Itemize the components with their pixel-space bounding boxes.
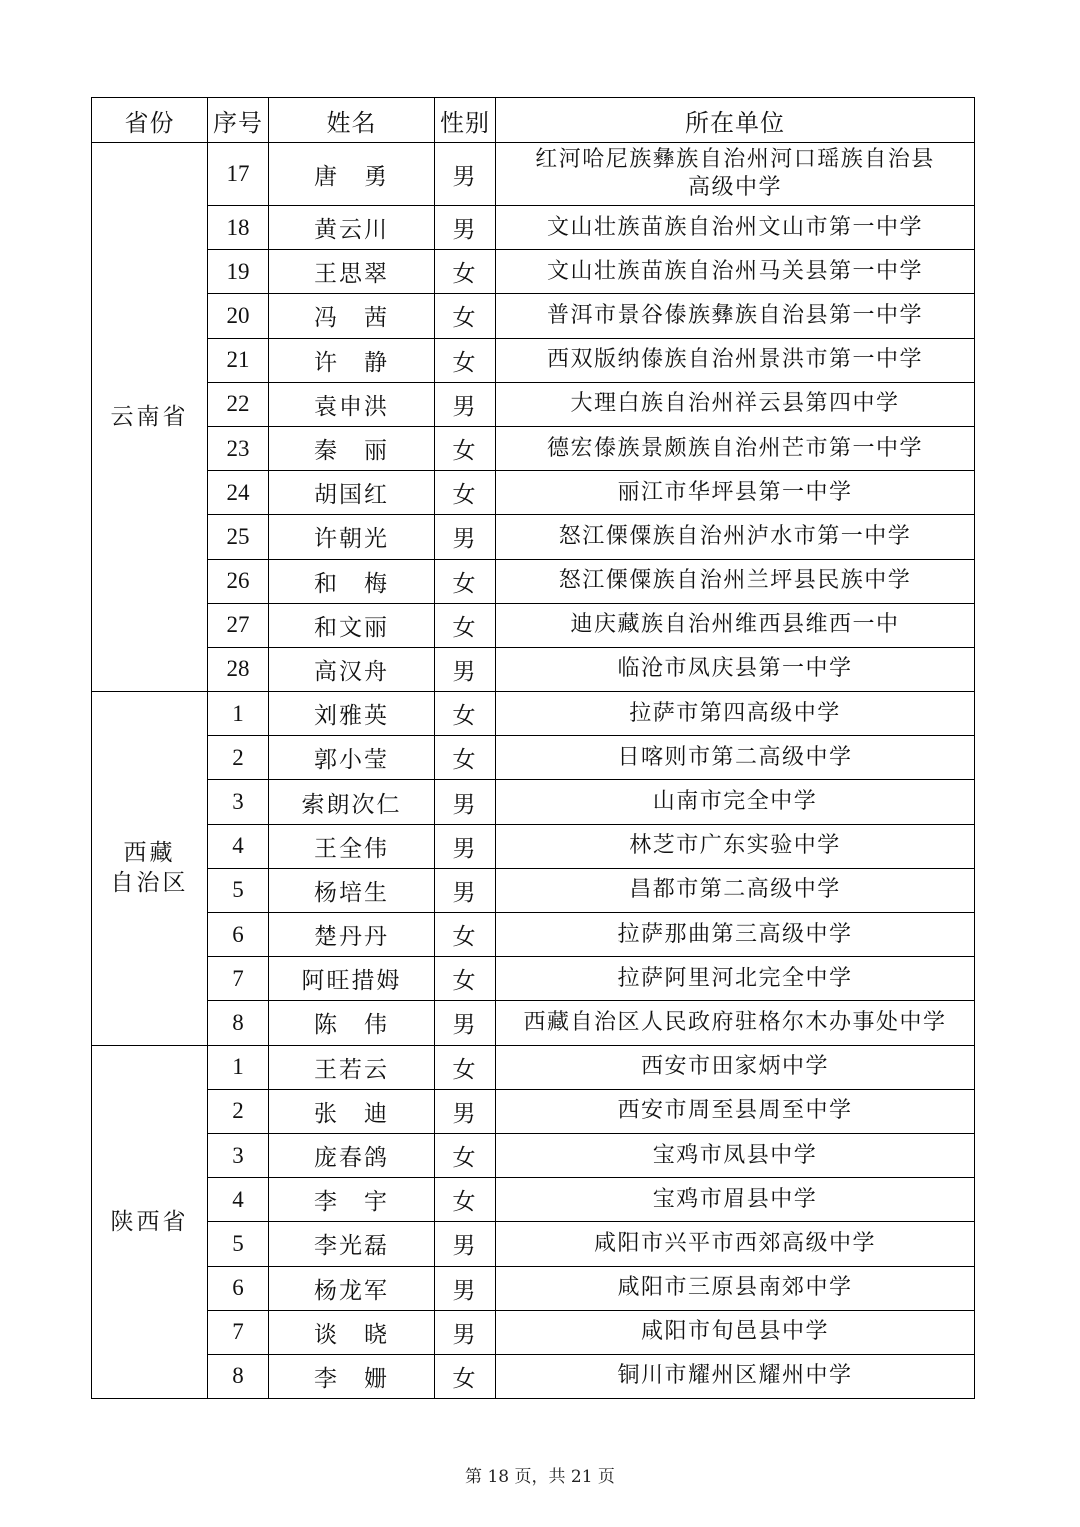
row-number-cell: 4 xyxy=(208,1178,269,1222)
name-cell: 庞春鸽 xyxy=(269,1133,435,1177)
table-row xyxy=(92,824,975,868)
table-row xyxy=(92,382,975,426)
gender-cell: 女 xyxy=(435,1133,496,1177)
gender-cell: 男 xyxy=(435,1222,496,1266)
gender-cell: 男 xyxy=(435,382,496,426)
header-province: 省份 xyxy=(92,98,208,143)
table-row xyxy=(92,559,975,603)
table-header xyxy=(92,98,975,143)
name-cell: 李 姗 xyxy=(269,1354,435,1398)
table-row xyxy=(92,515,975,559)
unit-cell: 咸阳市三原县南郊中学 xyxy=(496,1266,975,1310)
unit-cell: 文山壮族苗族自治州马关县第一中学 xyxy=(496,250,975,294)
unit-cell: 大理白族自治州祥云县第四中学 xyxy=(496,382,975,426)
row-number-cell: 28 xyxy=(208,647,269,691)
name-cell: 高汉舟 xyxy=(269,647,435,691)
header-gender: 性别 xyxy=(435,98,496,143)
unit-cell: 拉萨阿里河北完全中学 xyxy=(496,957,975,1001)
name-cell: 楚丹丹 xyxy=(269,913,435,957)
name-cell: 杨培生 xyxy=(269,868,435,912)
unit-cell: 日喀则市第二高级中学 xyxy=(496,736,975,780)
name-cell: 许朝光 xyxy=(269,515,435,559)
row-number-cell: 18 xyxy=(208,206,269,250)
unit-cell: 昌都市第二高级中学 xyxy=(496,868,975,912)
unit-cell: 普洱市景谷傣族彝族自治县第一中学 xyxy=(496,294,975,338)
name-cell: 秦 丽 xyxy=(269,426,435,470)
gender-cell: 男 xyxy=(435,1310,496,1354)
row-number-cell: 17 xyxy=(208,143,269,206)
header-name: 姓名 xyxy=(269,98,435,143)
row-number-cell: 6 xyxy=(208,913,269,957)
table-row xyxy=(92,913,975,957)
name-cell: 李 宇 xyxy=(269,1178,435,1222)
unit-cell: 迪庆藏族自治州维西县维西一中 xyxy=(496,603,975,647)
unit-cell: 拉萨市第四高级中学 xyxy=(496,692,975,736)
row-number-cell: 5 xyxy=(208,1222,269,1266)
unit-cell: 铜川市耀州区耀州中学 xyxy=(496,1354,975,1398)
table-row xyxy=(92,1178,975,1222)
gender-cell: 男 xyxy=(435,1089,496,1133)
name-cell: 谈 晓 xyxy=(269,1310,435,1354)
gender-cell: 男 xyxy=(435,1001,496,1045)
unit-cell: 西藏自治区人民政府驻格尔木办事处中学 xyxy=(496,1001,975,1045)
table-row xyxy=(92,647,975,691)
name-cell: 和文丽 xyxy=(269,603,435,647)
table-row xyxy=(92,338,975,382)
row-number-cell: 2 xyxy=(208,736,269,780)
row-number-cell: 8 xyxy=(208,1001,269,1045)
table-row xyxy=(92,1354,975,1398)
table-row xyxy=(92,1045,975,1089)
name-cell: 杨龙军 xyxy=(269,1266,435,1310)
unit-cell: 西安市田家炳中学 xyxy=(496,1045,975,1089)
name-cell: 王全伟 xyxy=(269,824,435,868)
table-row xyxy=(92,250,975,294)
row-number-cell: 27 xyxy=(208,603,269,647)
gender-cell: 男 xyxy=(435,143,496,206)
name-cell: 索朗次仁 xyxy=(269,780,435,824)
name-cell: 王若云 xyxy=(269,1045,435,1089)
gender-cell: 女 xyxy=(435,250,496,294)
unit-cell: 西双版纳傣族自治州景洪市第一中学 xyxy=(496,338,975,382)
unit-cell: 临沧市凤庆县第一中学 xyxy=(496,647,975,691)
name-cell: 郭小莹 xyxy=(269,736,435,780)
name-cell: 许 静 xyxy=(269,338,435,382)
province-cell: 陕西省 xyxy=(92,1045,208,1399)
table-row xyxy=(92,426,975,470)
gender-cell: 男 xyxy=(435,1266,496,1310)
unit-cell: 拉萨那曲第三高级中学 xyxy=(496,913,975,957)
name-cell: 陈 伟 xyxy=(269,1001,435,1045)
row-number-cell: 3 xyxy=(208,1133,269,1177)
table-row xyxy=(92,143,975,206)
table-row xyxy=(92,1222,975,1266)
name-cell: 黄云川 xyxy=(269,206,435,250)
row-number-cell: 1 xyxy=(208,692,269,736)
gender-cell: 女 xyxy=(435,736,496,780)
row-number-cell: 5 xyxy=(208,868,269,912)
gender-cell: 女 xyxy=(435,1178,496,1222)
unit-cell: 宝鸡市眉县中学 xyxy=(496,1178,975,1222)
row-number-cell: 3 xyxy=(208,780,269,824)
unit-cell: 林芝市广东实验中学 xyxy=(496,824,975,868)
header-number: 序号 xyxy=(208,98,269,143)
gender-cell: 男 xyxy=(435,647,496,691)
gender-cell: 男 xyxy=(435,780,496,824)
row-number-cell: 7 xyxy=(208,957,269,1001)
row-number-cell: 7 xyxy=(208,1310,269,1354)
header-unit: 所在单位 xyxy=(496,98,975,143)
gender-cell: 女 xyxy=(435,913,496,957)
row-number-cell: 19 xyxy=(208,250,269,294)
gender-cell: 男 xyxy=(435,868,496,912)
table-row xyxy=(92,692,975,736)
row-number-cell: 25 xyxy=(208,515,269,559)
name-cell: 和 梅 xyxy=(269,559,435,603)
row-number-cell: 6 xyxy=(208,1266,269,1310)
table-row xyxy=(92,1089,975,1133)
gender-cell: 女 xyxy=(435,471,496,515)
table-row xyxy=(92,1310,975,1354)
unit-cell: 西安市周至县周至中学 xyxy=(496,1089,975,1133)
name-cell: 胡国红 xyxy=(269,471,435,515)
gender-cell: 女 xyxy=(435,338,496,382)
header-row xyxy=(92,98,975,143)
gender-cell: 女 xyxy=(435,1354,496,1398)
table-row xyxy=(92,294,975,338)
province-cell: 西藏 自治区 xyxy=(92,692,208,1046)
unit-cell: 山南市完全中学 xyxy=(496,780,975,824)
gender-cell: 男 xyxy=(435,206,496,250)
gender-cell: 女 xyxy=(435,426,496,470)
table-row xyxy=(92,1001,975,1045)
name-cell: 冯 茜 xyxy=(269,294,435,338)
table-body xyxy=(92,143,975,1399)
gender-cell: 女 xyxy=(435,294,496,338)
row-number-cell: 2 xyxy=(208,1089,269,1133)
row-number-cell: 24 xyxy=(208,471,269,515)
candidate-table xyxy=(91,97,975,1399)
unit-cell: 德宏傣族景颇族自治州芒市第一中学 xyxy=(496,426,975,470)
name-cell: 张 迪 xyxy=(269,1089,435,1133)
gender-cell: 男 xyxy=(435,824,496,868)
name-cell: 刘雅英 xyxy=(269,692,435,736)
unit-cell: 宝鸡市凤县中学 xyxy=(496,1133,975,1177)
name-cell: 李光磊 xyxy=(269,1222,435,1266)
row-number-cell: 1 xyxy=(208,1045,269,1089)
row-number-cell: 26 xyxy=(208,559,269,603)
row-number-cell: 21 xyxy=(208,338,269,382)
page-footer: 第 18 页，共 21 页 xyxy=(465,1467,615,1487)
unit-cell: 红河哈尼族彝族自治州河口瑶族自治县 高级中学 xyxy=(496,143,975,206)
table-row xyxy=(92,868,975,912)
table-row xyxy=(92,957,975,1001)
name-cell: 唐 勇 xyxy=(269,143,435,206)
unit-cell: 咸阳市兴平市西郊高级中学 xyxy=(496,1222,975,1266)
row-number-cell: 23 xyxy=(208,426,269,470)
gender-cell: 女 xyxy=(435,957,496,1001)
row-number-cell: 22 xyxy=(208,382,269,426)
name-cell: 袁申洪 xyxy=(269,382,435,426)
table-row xyxy=(92,206,975,250)
province-cell: 云南省 xyxy=(92,143,208,692)
row-number-cell: 4 xyxy=(208,824,269,868)
name-cell: 阿旺措姆 xyxy=(269,957,435,1001)
gender-cell: 女 xyxy=(435,1045,496,1089)
gender-cell: 女 xyxy=(435,559,496,603)
table-row xyxy=(92,736,975,780)
unit-cell: 怒江傈僳族自治州泸水市第一中学 xyxy=(496,515,975,559)
row-number-cell: 20 xyxy=(208,294,269,338)
unit-cell: 丽江市华坪县第一中学 xyxy=(496,471,975,515)
gender-cell: 女 xyxy=(435,603,496,647)
table-row xyxy=(92,780,975,824)
unit-cell: 咸阳市旬邑县中学 xyxy=(496,1310,975,1354)
table-row xyxy=(92,471,975,515)
gender-cell: 男 xyxy=(435,515,496,559)
name-cell: 王思翠 xyxy=(269,250,435,294)
table-row xyxy=(92,1266,975,1310)
row-number-cell: 8 xyxy=(208,1354,269,1398)
table-row xyxy=(92,1133,975,1177)
unit-cell: 怒江傈僳族自治州兰坪县民族中学 xyxy=(496,559,975,603)
unit-cell: 文山壮族苗族自治州文山市第一中学 xyxy=(496,206,975,250)
table-row xyxy=(92,603,975,647)
gender-cell: 女 xyxy=(435,692,496,736)
